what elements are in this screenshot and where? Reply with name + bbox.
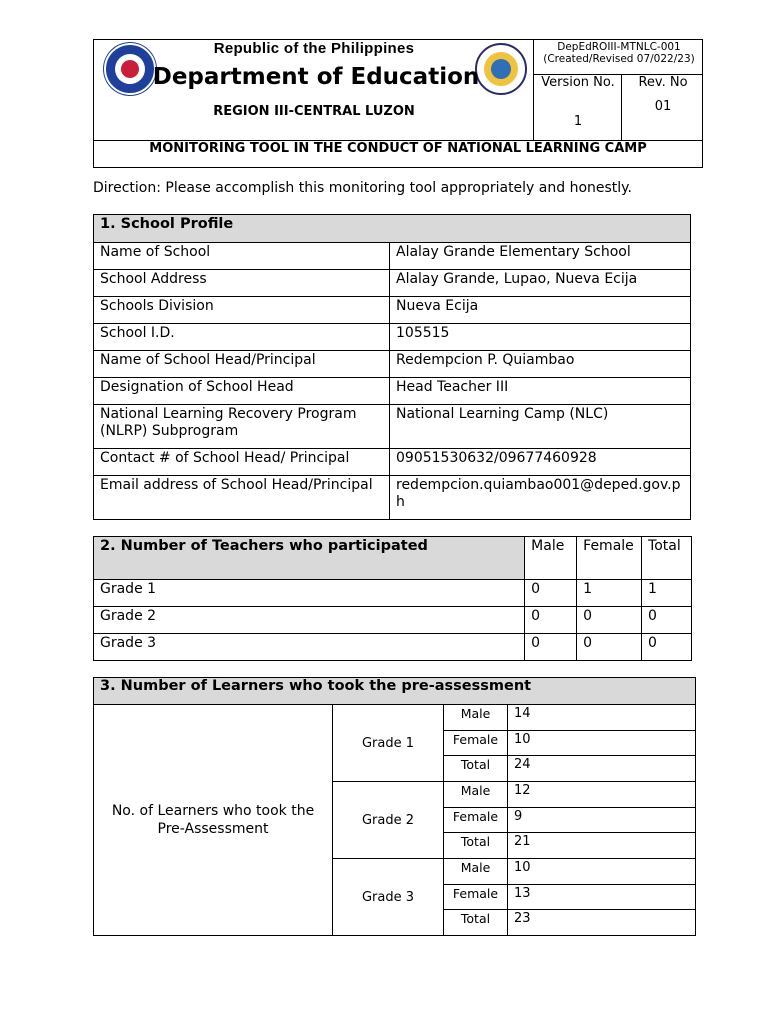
profile-value: Alalay Grande, Lupao, Nueva Ecija [390, 270, 691, 297]
column-header-male: Male [525, 537, 577, 580]
sex-label: Female [444, 885, 508, 910]
learner-count: 14 [508, 705, 696, 731]
document-header [93, 39, 703, 168]
female-count: 0 [577, 607, 642, 634]
grade-label: Grade 3 [333, 859, 444, 936]
learner-count: 21 [508, 833, 696, 859]
department-title: Department of Education [152, 64, 480, 90]
learner-count: 10 [508, 731, 696, 756]
profile-label: Name of School [94, 243, 390, 270]
profile-value: Redempcion P. Quiambao [390, 351, 691, 378]
total-count: 0 [642, 634, 692, 661]
sex-label: Total [444, 910, 508, 936]
profile-value: Alalay Grande Elementary School [390, 243, 691, 270]
version-value: 1 [573, 114, 583, 129]
total-count: 0 [642, 607, 692, 634]
section-title: 3. Number of Learners who took the pre-assessment [94, 678, 696, 705]
female-count: 1 [577, 580, 642, 607]
sex-label: Male [444, 705, 508, 731]
section-title: 1. School Profile [94, 215, 691, 243]
column-header-female: Female [577, 537, 642, 580]
learner-count: 24 [508, 756, 696, 782]
profile-label: Designation of School Head [94, 378, 390, 405]
sex-label: Female [444, 731, 508, 756]
learner-count: 23 [508, 910, 696, 936]
profile-label: Email address of School Head/Principal [94, 476, 390, 520]
profile-value: 09051530632/09677460928 [390, 449, 691, 476]
grade-label: Grade 1 [333, 705, 444, 782]
learner-count: 10 [508, 859, 696, 885]
teachers-table [93, 536, 692, 661]
grade-label: Grade 1 [94, 580, 525, 607]
revision-label: Rev. No [638, 75, 688, 90]
profile-label: National Learning Recovery Program (NLRP) Subprogram [94, 405, 390, 449]
total-count: 1 [642, 580, 692, 607]
grade-label: Grade 2 [94, 607, 525, 634]
republic-title: Republic of the Philippines [213, 40, 415, 57]
grade-label: Grade 2 [333, 782, 444, 859]
male-count: 0 [525, 580, 577, 607]
section-title: 2. Number of Teachers who participated [94, 537, 525, 580]
school-profile-table [93, 214, 691, 520]
female-count: 0 [577, 634, 642, 661]
profile-value: National Learning Camp (NLC) [390, 405, 691, 449]
profile-value: 105515 [390, 324, 691, 351]
learners-row-label: No. of Learners who took the Pre-Assessment [94, 705, 333, 936]
sex-label: Female [444, 808, 508, 833]
column-header-total: Total [642, 537, 692, 580]
tool-title: MONITORING TOOL IN THE CONDUCT OF NATIONAL LEARNING CAMP [149, 141, 647, 156]
region-title: REGION III-CENTRAL LUZON [213, 104, 415, 119]
profile-value: redempcion.quiambao001@deped.gov.ph [390, 476, 691, 520]
male-count: 0 [525, 607, 577, 634]
profile-value: Head Teacher III [390, 378, 691, 405]
direction-text: Direction: Please accomplish this monitoring tool appropriately and honestly. [93, 180, 632, 196]
profile-label: Contact # of School Head/ Principal [94, 449, 390, 476]
document-code: DepEdROIII-MTNLC-001 (Created/Revised 07/022/23) [543, 41, 695, 65]
revision-value: 01 [654, 99, 672, 114]
learners-table [93, 677, 696, 936]
sex-label: Total [444, 833, 508, 859]
sex-label: Male [444, 782, 508, 808]
profile-label: School I.D. [94, 324, 390, 351]
male-count: 0 [525, 634, 577, 661]
profile-label: Name of School Head/Principal [94, 351, 390, 378]
learner-count: 12 [508, 782, 696, 808]
profile-value: Nueva Ecija [390, 297, 691, 324]
sex-label: Total [444, 756, 508, 782]
profile-label: Schools Division [94, 297, 390, 324]
profile-label: School Address [94, 270, 390, 297]
learner-count: 9 [508, 808, 696, 833]
learner-count: 13 [508, 885, 696, 910]
sex-label: Male [444, 859, 508, 885]
version-label: Version No. [541, 75, 615, 90]
grade-label: Grade 3 [94, 634, 525, 661]
